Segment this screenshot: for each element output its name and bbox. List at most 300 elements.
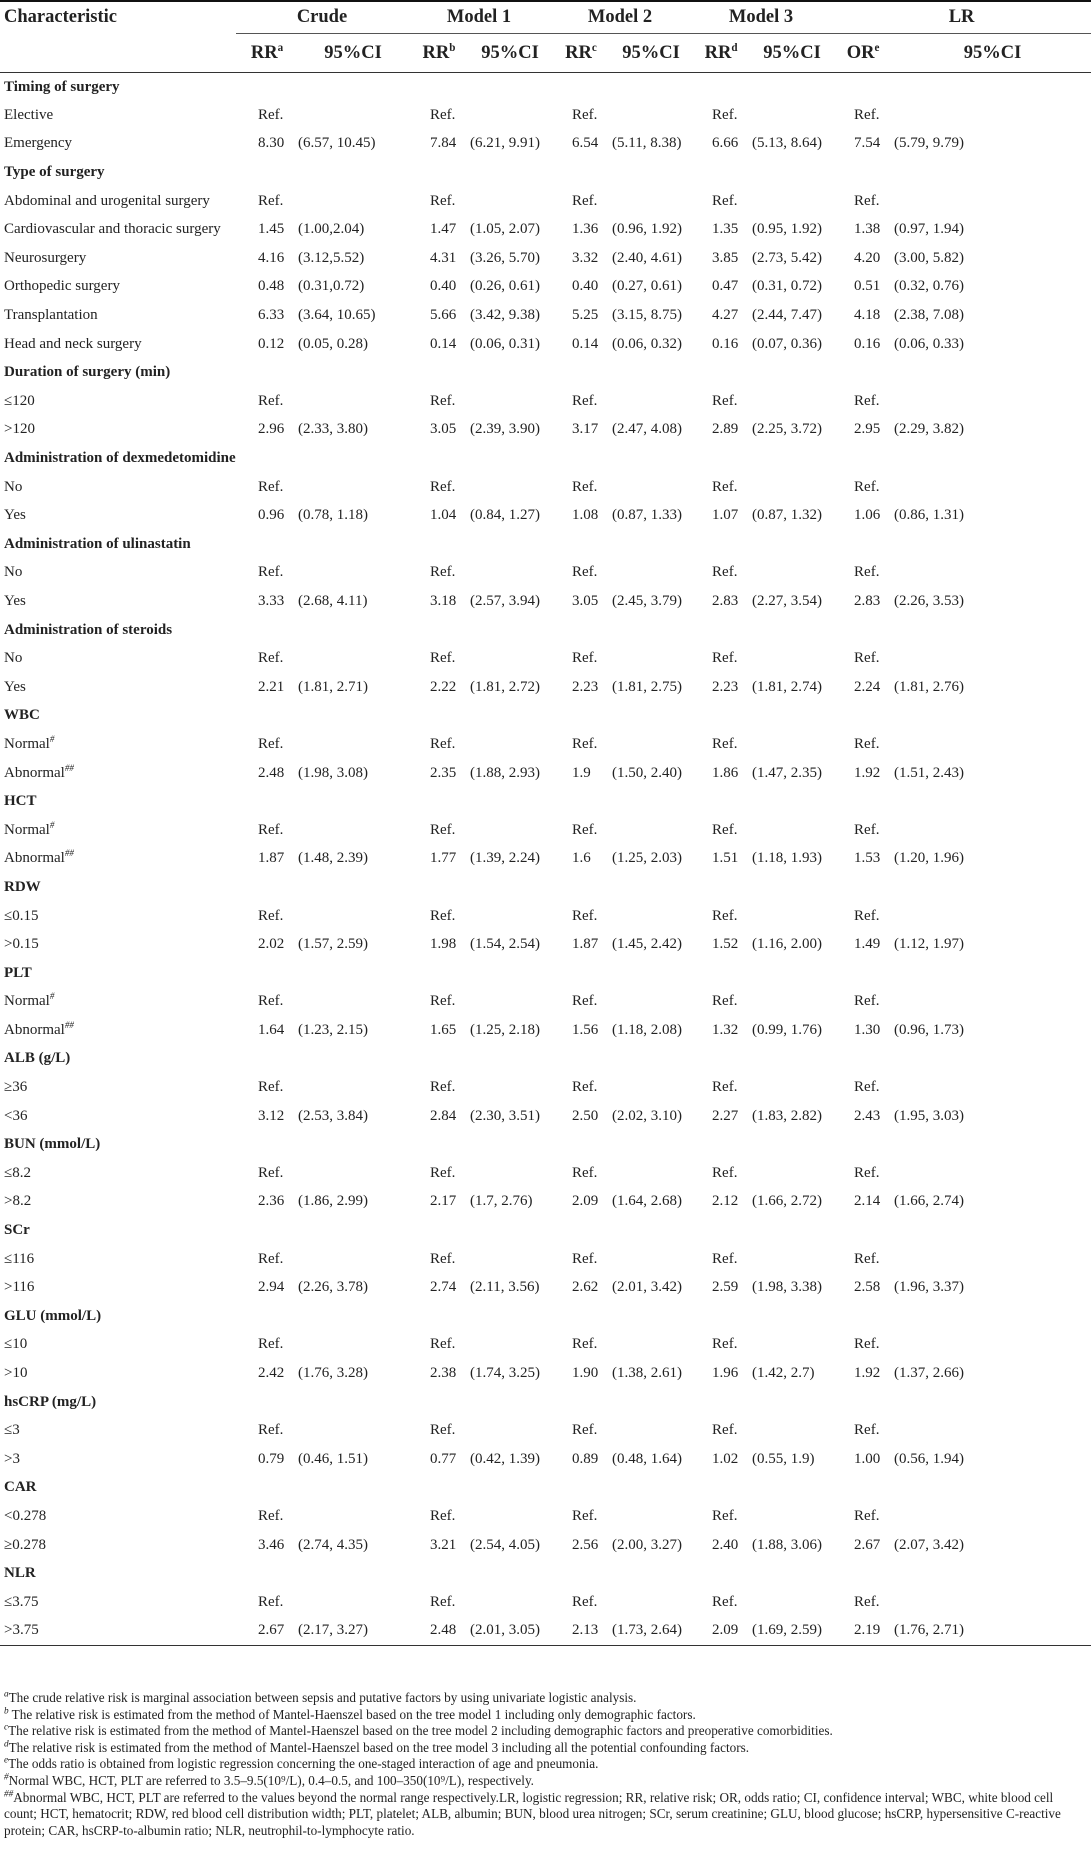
estimate-cell: 0.89 (572, 1450, 599, 1467)
estimate-cell: 1.49 (854, 936, 881, 953)
estimate-cell: Ref. (258, 1250, 284, 1267)
estimate-cell: Ref. (712, 1507, 738, 1524)
ci-cell: (1.18, 2.08) (612, 1021, 683, 1038)
footnote (4, 1690, 1087, 1707)
ci-cell (612, 1245, 690, 1274)
ci-cell: (2.53, 3.84) (298, 1107, 368, 1124)
ci-cell: (1.54, 2.54) (470, 936, 540, 953)
ci-cell (612, 644, 690, 673)
row-label-cell (0, 902, 236, 931)
table-row (0, 730, 1091, 759)
estimate-cell: Ref. (854, 993, 880, 1010)
ci-cell: (1.50, 2.40) (612, 764, 683, 781)
ci-cell (298, 1331, 408, 1360)
estimate-cell: Ref. (258, 1079, 284, 1096)
ci-cell (298, 816, 408, 845)
estimate-cell: Ref. (572, 1593, 598, 1610)
ci-cell: (1.76, 3.28) (298, 1365, 368, 1382)
row-label: Abnormal (4, 1021, 65, 1038)
ci-cell (470, 1331, 550, 1360)
row-label: ≤0.15 (4, 907, 39, 924)
row-label: Orthopedic surgery (4, 278, 120, 295)
row-label-cell (0, 930, 236, 959)
section-label: PLT (4, 964, 32, 981)
ci-cell (894, 1159, 1091, 1188)
estimate-cell: 0.14 (572, 335, 599, 352)
ci-cell: (0.84, 1.27) (470, 507, 540, 524)
estimate-cell: Ref. (712, 821, 738, 838)
estimate-cell: Ref. (572, 192, 598, 209)
ci-cell (470, 1502, 550, 1531)
estimate-cell: Ref. (258, 1507, 284, 1524)
ci-cell (298, 1502, 408, 1531)
estimate-cell: Ref. (572, 106, 598, 123)
ci-cell: (1.64, 2.68) (612, 1193, 683, 1210)
estimate-cell: 2.24 (854, 678, 881, 695)
ci-cell: (1.81, 2.74) (752, 678, 823, 695)
ci-cell (894, 1331, 1091, 1360)
estimate-cell: Ref. (430, 192, 456, 209)
row-label-cell (0, 1273, 236, 1302)
section-row (0, 1559, 1091, 1588)
estimate-cell: 1.65 (430, 1021, 457, 1038)
ci-cell: (1.69, 2.59) (752, 1622, 823, 1639)
ci-cell (470, 187, 550, 216)
footnote-marker: d (731, 41, 738, 54)
section-label: Type of surgery (4, 164, 105, 181)
estimate-cell: 4.31 (430, 249, 457, 266)
estimate-cell: 7.84 (430, 135, 457, 152)
characteristic-header: Characteristic (4, 7, 118, 28)
footnote-marker: ## (64, 848, 74, 859)
ci-cell: (0.55, 1.9) (752, 1450, 815, 1467)
ci-cell (470, 101, 550, 130)
group-header-crude: Crude (236, 1, 408, 34)
estimate-cell: Ref. (854, 650, 880, 667)
row-label: >3.75 (4, 1622, 39, 1639)
row-label-cell (0, 816, 236, 845)
estimate-cell: 2.38 (430, 1365, 457, 1382)
estimate-cell: 1.6 (572, 850, 591, 867)
section-label: HCT (4, 793, 37, 810)
estimate-cell: 2.59 (712, 1279, 739, 1296)
footnote-marker: e (874, 41, 880, 54)
ci-cell (298, 1159, 408, 1188)
row-label: >120 (4, 421, 35, 438)
ci-cell (612, 1073, 690, 1102)
estimate-cell: Ref. (712, 192, 738, 209)
estimate-cell: Ref. (430, 1507, 456, 1524)
ci-cell (612, 730, 690, 759)
estimate-cell: Ref. (258, 650, 284, 667)
footnote-text: The relative risk is estimated from the method of Mantel-Haenszel based on the tree model 2 including demographic factors and preoperative comorbidities. (8, 1723, 833, 1739)
estimate-cell: Ref. (572, 1250, 598, 1267)
ci-cell: (3.15, 8.75) (612, 307, 683, 324)
section-row (0, 873, 1091, 902)
estimate-cell: 1.36 (572, 221, 599, 238)
table-row (0, 1531, 1091, 1560)
estimate-cell: 2.67 (854, 1536, 881, 1553)
table-row (0, 301, 1091, 330)
ci-cell: (0.46, 1.51) (298, 1450, 368, 1467)
ci-cell (612, 988, 690, 1017)
row-label: ≤116 (4, 1250, 35, 1267)
ci-cell: (1.98, 3.38) (752, 1279, 823, 1296)
ci-cell: (1.57, 2.59) (298, 936, 368, 953)
estimate-cell: Ref. (712, 907, 738, 924)
row-label-cell (0, 559, 236, 588)
row-label-cell (0, 1617, 236, 1646)
estimate-cell: 1.87 (258, 850, 285, 867)
table-row (0, 1359, 1091, 1388)
section-label: GLU (mmol/L) (4, 1307, 102, 1324)
row-label-cell (0, 1531, 236, 1560)
footnote (4, 1723, 1087, 1740)
footnote-marker: # (49, 819, 55, 830)
ci-cell (752, 187, 832, 216)
group-header-model2: Model 2 (550, 1, 690, 34)
estimate-cell: 3.12 (258, 1107, 285, 1124)
estimate-cell: Ref. (712, 1250, 738, 1267)
header-row-subcolumns (0, 34, 1091, 73)
section-label: SCr (4, 1222, 30, 1239)
estimate-cell: 3.18 (430, 592, 457, 609)
ci-cell (470, 1588, 550, 1617)
row-label: ≤3.75 (4, 1593, 39, 1610)
table-row (0, 330, 1091, 359)
section-label: Administration of dexmedetomidine (4, 450, 236, 467)
estimate-cell: Ref. (572, 478, 598, 495)
ci-cell (894, 1502, 1091, 1531)
estimate-cell: Ref. (712, 1164, 738, 1181)
row-label-cell (0, 101, 236, 130)
ci-cell: (2.57, 3.94) (470, 592, 540, 609)
footnote-marker: ## (4, 1788, 14, 1799)
ci-cell (470, 1159, 550, 1188)
section-row (0, 530, 1091, 559)
estimate-cell: 1.47 (430, 221, 457, 238)
ci-cell: (1.47, 2.35) (752, 764, 823, 781)
section-label: hsCRP (mg/L) (4, 1393, 97, 1410)
row-label: <0.278 (4, 1507, 47, 1524)
ci-cell: (0.06, 0.33) (894, 335, 965, 352)
ci-cell: (1.88, 3.06) (752, 1536, 823, 1553)
ci-cell: (0.99, 1.76) (752, 1021, 823, 1038)
estimate-cell: Ref. (258, 392, 284, 409)
estimate-cell: 2.56 (572, 1536, 599, 1553)
row-label-cell (0, 416, 236, 445)
estimate-cell: Ref. (712, 735, 738, 752)
row-label-cell (0, 1416, 236, 1445)
estimate-cell: Ref. (258, 907, 284, 924)
group-header-lr: LR (832, 1, 1091, 34)
estimate-cell: 3.21 (430, 1536, 457, 1553)
table-row (0, 101, 1091, 130)
estimate-cell: 8.30 (258, 135, 285, 152)
ci-cell: (2.38, 7.08) (894, 307, 965, 324)
row-label: Cardiovascular and thoracic surgery (4, 221, 221, 238)
estimate-cell: 2.74 (430, 1279, 457, 1296)
row-label-cell (0, 1445, 236, 1474)
estimate-cell: 1.86 (712, 764, 739, 781)
ci-cell: (2.01, 3.42) (612, 1279, 683, 1296)
ci-cell: (2.45, 3.79) (612, 592, 683, 609)
estimate-cell: 4.18 (854, 307, 881, 324)
estimate-cell: Ref. (854, 1593, 880, 1610)
estimate-cell: Ref. (572, 735, 598, 752)
ci-cell: (0.27, 0.61) (612, 278, 683, 295)
group-header-model1: Model 1 (408, 1, 550, 34)
footnote-marker: # (4, 1771, 9, 1782)
row-label: <36 (4, 1107, 28, 1124)
estimate-cell: 2.23 (572, 678, 599, 695)
estimate-cell: 1.98 (430, 936, 457, 953)
estimate-cell: 1.96 (712, 1365, 739, 1382)
row-label-cell (0, 215, 236, 244)
estimate-cell: 2.19 (854, 1622, 881, 1639)
estimate-cell: 5.66 (430, 307, 457, 324)
table-row (0, 416, 1091, 445)
estimate-cell: 0.77 (430, 1450, 457, 1467)
ci-cell (752, 473, 832, 502)
row-label: Abnormal (4, 850, 65, 867)
table-row (0, 1245, 1091, 1274)
estimate-cell: 2.35 (430, 764, 457, 781)
row-label-cell (0, 730, 236, 759)
ci-cell: (2.44, 7.47) (752, 307, 823, 324)
ci-cell: (3.00, 5.82) (894, 249, 965, 266)
estimate-cell: 3.46 (258, 1536, 285, 1553)
ci-cell: (2.54, 4.05) (470, 1536, 540, 1553)
estimate-cell: 1.64 (258, 1021, 285, 1038)
row-label: >0.15 (4, 936, 39, 953)
estimate-cell: Ref. (572, 1422, 598, 1439)
estimate-cell: 2.02 (258, 936, 285, 953)
estimate-cell: Ref. (258, 106, 284, 123)
ci-cell (298, 1245, 408, 1274)
ci-cell (612, 101, 690, 130)
ci-cell (470, 473, 550, 502)
estimate-cell: 2.94 (258, 1279, 285, 1296)
estimate-cell: 2.17 (430, 1193, 457, 1210)
ci-cell: (1.37, 2.66) (894, 1365, 965, 1382)
estimate-cell: 1.08 (572, 507, 599, 524)
section-label: CAR (4, 1479, 37, 1496)
ci-cell (752, 1245, 832, 1274)
estimate-cell: 1.35 (712, 221, 739, 238)
estimate-cell: Ref. (258, 564, 284, 581)
row-label: ≥36 (4, 1079, 28, 1096)
ci-cell (470, 988, 550, 1017)
ci-cell (894, 101, 1091, 130)
ci-cell (612, 1331, 690, 1360)
ci-cell (752, 101, 832, 130)
estimate-cell: Ref. (258, 735, 284, 752)
table-row (0, 1073, 1091, 1102)
ci-cell (470, 644, 550, 673)
estimate-subheader (690, 34, 752, 73)
ci-cell (298, 1416, 408, 1445)
estimate-cell: Ref. (712, 564, 738, 581)
ci-cell (894, 730, 1091, 759)
row-label-cell (0, 473, 236, 502)
ci-cell (612, 387, 690, 416)
estimate-cell: Ref. (430, 1336, 456, 1353)
estimate-cell: Ref. (712, 392, 738, 409)
section-label: Timing of surgery (4, 78, 120, 95)
table-row (0, 845, 1091, 874)
row-label: Head and neck surgery (4, 335, 142, 352)
row-label-cell (0, 1016, 236, 1045)
ci-cell (612, 1588, 690, 1617)
estimate-cell: Ref. (712, 1422, 738, 1439)
estimate-cell: 1.02 (712, 1450, 739, 1467)
ci-cell: (1.81, 2.72) (470, 678, 540, 695)
row-label: >3 (4, 1450, 20, 1467)
section-row (0, 444, 1091, 473)
estimate-label: RR (250, 42, 278, 63)
ci-cell: (0.31, 0.72) (752, 278, 823, 295)
row-label: Yes (4, 592, 26, 609)
estimate-cell: Ref. (572, 821, 598, 838)
ci-cell: (0.86, 1.31) (894, 507, 965, 524)
ci-cell: (2.01, 3.05) (470, 1622, 540, 1639)
section-row (0, 73, 1091, 102)
estimate-cell: Ref. (854, 735, 880, 752)
estimate-cell: Ref. (854, 478, 880, 495)
footnote (4, 1740, 1087, 1757)
table-row (0, 930, 1091, 959)
ci-cell: (0.06, 0.31) (470, 335, 540, 352)
estimate-cell: 2.14 (854, 1193, 881, 1210)
ci-cell (612, 1159, 690, 1188)
ci-subheader: 95%CI (622, 42, 680, 63)
table-body (0, 73, 1091, 1646)
ci-cell: (1.86, 2.99) (298, 1193, 368, 1210)
estimate-cell: Ref. (258, 192, 284, 209)
estimate-cell: 2.13 (572, 1622, 599, 1639)
estimate-cell: 2.23 (712, 678, 739, 695)
footnote-text: The odds ratio is obtained from logistic regression concerning the one-staged interaction of age and pneumonia. (8, 1756, 599, 1772)
ci-cell: (6.21, 9.91) (470, 135, 540, 152)
estimate-cell: Ref. (712, 106, 738, 123)
row-label: ≥0.278 (4, 1536, 46, 1553)
footnote-marker: b (4, 1705, 9, 1716)
ci-cell (612, 1416, 690, 1445)
row-label: No (4, 564, 23, 581)
ci-subheader: 95%CI (963, 42, 1022, 63)
ci-cell: (1.45, 2.42) (612, 936, 683, 953)
estimate-cell: 2.42 (258, 1365, 285, 1382)
estimate-cell: 2.96 (258, 421, 285, 438)
estimate-cell: Ref. (572, 392, 598, 409)
row-label: Transplantation (4, 307, 98, 324)
estimate-cell: 3.32 (572, 249, 599, 266)
ci-cell (894, 559, 1091, 588)
row-label: No (4, 650, 23, 667)
row-label-cell (0, 587, 236, 616)
row-label-cell (0, 501, 236, 530)
row-label: Emergency (4, 135, 73, 152)
row-label: Yes (4, 507, 26, 524)
ci-cell (612, 473, 690, 502)
estimate-cell: 1.87 (572, 936, 599, 953)
ci-cell: (6.57, 10.45) (298, 135, 376, 152)
estimate-cell: 1.38 (854, 221, 881, 238)
estimate-cell: 2.12 (712, 1193, 739, 1210)
ci-cell (894, 644, 1091, 673)
table-row (0, 644, 1091, 673)
ci-cell (752, 730, 832, 759)
estimate-cell: 2.36 (258, 1193, 285, 1210)
header-row-groups (0, 1, 1091, 34)
row-label: Abdominal and urogenital surgery (4, 192, 210, 209)
estimate-cell: 2.21 (258, 678, 285, 695)
estimate-cell: Ref. (430, 1079, 456, 1096)
estimate-cell: 6.66 (712, 135, 739, 152)
ci-cell: (5.11, 8.38) (612, 135, 682, 152)
section-label: WBC (4, 707, 40, 724)
row-label: Abnormal (4, 764, 65, 781)
estimate-cell: Ref. (430, 1250, 456, 1267)
estimate-cell: Ref. (430, 392, 456, 409)
ci-cell (894, 187, 1091, 216)
table-row (0, 1445, 1091, 1474)
section-row (0, 1216, 1091, 1245)
table-row (0, 988, 1091, 1017)
ci-cell: (1.16, 2.00) (752, 936, 823, 953)
estimate-cell: 2.27 (712, 1107, 739, 1124)
estimate-cell: 0.16 (712, 335, 739, 352)
estimate-cell: Ref. (258, 478, 284, 495)
ci-cell: (0.26, 0.61) (470, 278, 540, 295)
ci-cell: (5.79, 9.79) (894, 135, 965, 152)
ci-cell: (2.17, 3.27) (298, 1622, 368, 1639)
ci-cell (752, 902, 832, 931)
characteristic-subheader-blank (0, 34, 236, 73)
estimate-label: RR (565, 42, 592, 63)
table-row (0, 1273, 1091, 1302)
estimate-cell: Ref. (572, 1079, 598, 1096)
ci-cell: (5.13, 8.64) (752, 135, 823, 152)
ci-cell (298, 387, 408, 416)
footnote-marker: b (449, 41, 456, 54)
row-label-cell (0, 1588, 236, 1617)
ci-cell (470, 1245, 550, 1274)
ci-cell: (1.81, 2.76) (894, 678, 965, 695)
estimate-cell: Ref. (258, 1336, 284, 1353)
ci-cell: (0.06, 0.32) (612, 335, 683, 352)
estimate-cell: 2.22 (430, 678, 457, 695)
ci-cell: (1.12, 1.97) (894, 936, 965, 953)
ci-cell: (1.25, 2.18) (470, 1021, 540, 1038)
table-row (0, 1331, 1091, 1360)
estimate-cell: Ref. (854, 1250, 880, 1267)
table-row (0, 1016, 1091, 1045)
footnote-marker: c (4, 1721, 9, 1732)
ci-cell (612, 187, 690, 216)
ci-cell (894, 1416, 1091, 1445)
estimate-cell: Ref. (258, 1593, 284, 1610)
row-label-cell (0, 1073, 236, 1102)
ci-cell: (1.96, 3.37) (894, 1279, 965, 1296)
ci-cell: (1.42, 2.7) (752, 1365, 815, 1382)
estimate-cell: 2.09 (712, 1622, 739, 1639)
table-row (0, 187, 1091, 216)
ci-cell (752, 1159, 832, 1188)
ci-cell: (1.81, 2.71) (298, 678, 368, 695)
estimate-cell: 1.77 (430, 850, 457, 867)
